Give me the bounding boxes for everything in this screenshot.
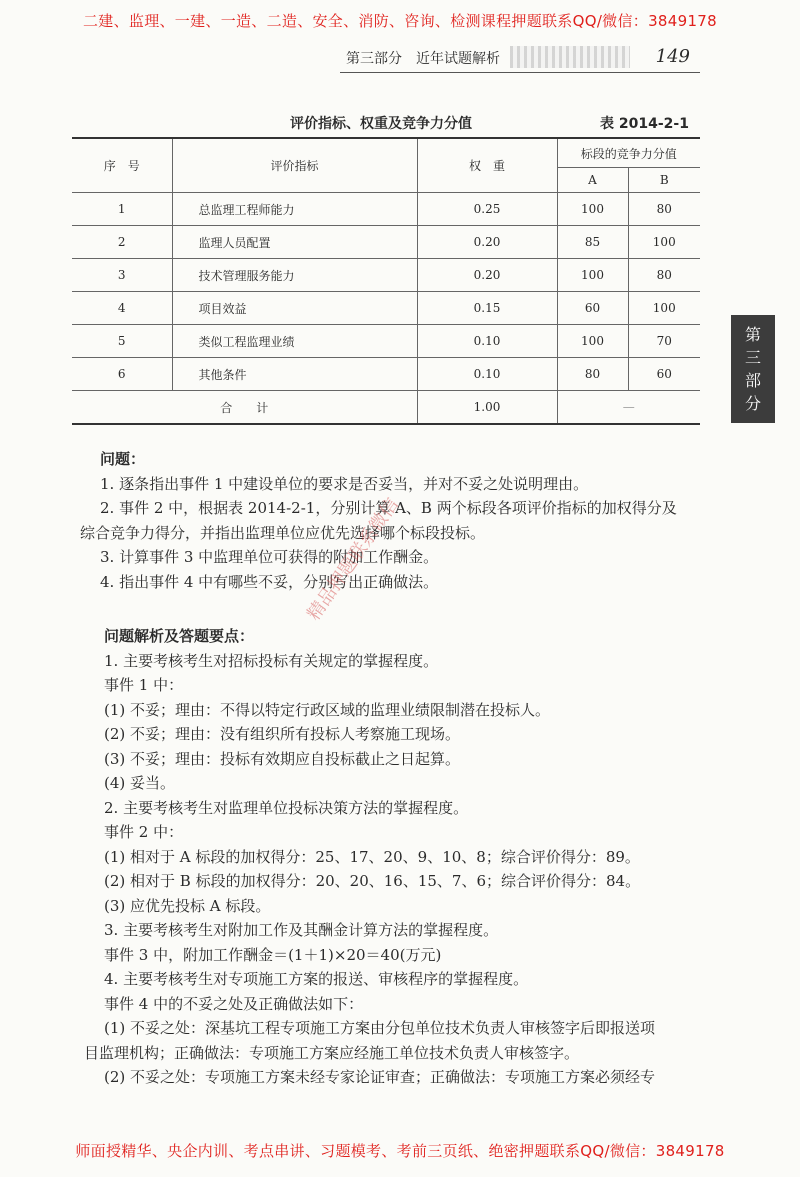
cell-b: 80 <box>628 259 700 292</box>
cell-a: 100 <box>557 259 628 292</box>
total-row <box>72 391 700 425</box>
answer-3-calc: 事件 3 中，附加工作酬金＝(1＋1)×20＝40(万元) <box>104 945 442 964</box>
answer-1-item: (3) 不妥；理由：投标有效期应自投标截止之日起算。 <box>104 749 461 768</box>
answer-2-event: 事件 2 中： <box>104 823 184 841</box>
cell-indicator: 项目效益 <box>172 292 417 325</box>
cell-b: 80 <box>628 193 700 226</box>
cell-no: 6 <box>72 358 172 391</box>
question-2-cont: 综合竞争力得分，并指出监理单位应优先选择哪个标段投标。 <box>80 523 486 542</box>
side-tab-char: 三 <box>744 348 761 367</box>
questions-heading: 问题： <box>100 450 146 468</box>
cell-no: 2 <box>72 226 172 259</box>
question-2: 2. 事件 2 中，根据表 2014-2-1，分别计算 A、B 两个标段各项评价指标的加权得分及 <box>100 499 677 517</box>
answer-3-intro: 3. 主要考核考生对附加工作及其酬金计算方法的掌握程度。 <box>104 921 499 939</box>
cell-a: 80 <box>557 358 628 391</box>
header-b: B <box>628 168 700 193</box>
question-1: 1. 逐条指出事件 1 中建设单位的要求是否妥当，并对不妥之处说明理由。 <box>100 474 589 493</box>
cell-weight: 0.25 <box>417 193 557 226</box>
side-tab-char: 部 <box>744 371 761 390</box>
answer-4-intro: 4. 主要考核考生对专项施工方案的报送、审核程序的掌握程度。 <box>104 970 529 988</box>
table-caption: 评价指标、权重及竞争力分值 <box>290 116 472 132</box>
cell-weight: 0.20 <box>417 226 557 259</box>
running-header <box>340 46 700 73</box>
answer-1-event: 事件 1 中： <box>104 676 184 694</box>
cell-b: 100 <box>628 292 700 325</box>
header-a: A <box>557 168 628 193</box>
answer-2-item: (3) 应优先投标 A 标段。 <box>104 896 271 915</box>
header-weight: 权 重 <box>417 138 557 193</box>
question-3: 3. 计算事件 3 中监理单位可获得的附加工作酬金。 <box>100 548 439 566</box>
table-row <box>72 259 700 292</box>
top-banner: 二建、监理、一建、一造、二造、安全、消防、咨询、检测课程押题联系QQ/微信：3849178 <box>83 12 717 30</box>
table-row <box>72 193 700 226</box>
cell-weight: 0.10 <box>417 325 557 358</box>
answer-2-item: (1) 相对于 A 标段的加权得分：25、17、20、9、10、8；综合评价得分：89。 <box>104 847 640 866</box>
total-weight: 1.00 <box>417 391 557 425</box>
cell-a: 100 <box>557 193 628 226</box>
cell-indicator: 技术管理服务能力 <box>172 259 417 292</box>
answer-2-intro: 2. 主要考核考生对监理单位投标决策方法的掌握程度。 <box>104 798 469 817</box>
table-row <box>72 358 700 391</box>
header-indicator: 评价指标 <box>172 138 417 193</box>
cell-weight: 0.15 <box>417 292 557 325</box>
header-score-group: 标段的竞争力分值 <box>557 138 700 168</box>
answer-1-intro: 1. 主要考核考生对招标投标有关规定的掌握程度。 <box>104 651 439 670</box>
questions-section <box>80 447 710 594</box>
watermark: 精品押题联系微信 <box>303 494 404 625</box>
section-title: 第三部分 近年试题解析 <box>346 51 500 67</box>
table-row <box>72 292 700 325</box>
cell-a: 85 <box>557 226 628 259</box>
cell-a: 100 <box>557 325 628 358</box>
cell-weight: 0.20 <box>417 259 557 292</box>
table-row <box>72 226 700 259</box>
answer-4-item-cont: 目监理机构；正确做法：专项施工方案应经施工单位技术负责人审核签字。 <box>84 1043 580 1062</box>
answer-4-item: (1) 不妥之处：深基坑工程专项施工方案由分包单位技术负责人审核签字后即报送项 <box>104 1019 656 1037</box>
cell-a: 60 <box>557 292 628 325</box>
side-tab-char: 分 <box>744 394 761 413</box>
table-row <box>72 325 700 358</box>
total-label: 合 计 <box>72 391 417 425</box>
cell-no: 5 <box>72 325 172 358</box>
cell-b: 70 <box>628 325 700 358</box>
cell-indicator: 类似工程监理业绩 <box>172 325 417 358</box>
answer-1-item: (2) 不妥；理由：没有组织所有投标人考察施工现场。 <box>104 725 461 743</box>
answer-4-event: 事件 4 中的不妥之处及正确做法如下： <box>104 994 364 1013</box>
cell-no: 3 <box>72 259 172 292</box>
cell-weight: 0.10 <box>417 358 557 391</box>
cell-b: 60 <box>628 358 700 391</box>
header-decoration <box>510 46 630 68</box>
side-tab-char: 第 <box>744 325 761 344</box>
cell-indicator: 其他条件 <box>172 358 417 391</box>
answer-4-item: (2) 不妥之处：专项施工方案未经专家论证审查；正确做法：专项施工方案必须经专 <box>104 1068 656 1086</box>
answers-section <box>84 624 714 1090</box>
answer-2-item: (2) 相对于 B 标段的加权得分：20、20、16、15、7、6；综合评价得分：84。 <box>104 872 641 890</box>
cell-b: 100 <box>628 226 700 259</box>
total-scores: — <box>557 391 700 425</box>
table-label: 表 2014-2-1 <box>600 116 689 132</box>
answer-1-item: (1) 不妥；理由：不得以特定行政区域的监理业绩限制潜在投标人。 <box>104 700 551 719</box>
cell-no: 4 <box>72 292 172 325</box>
cell-indicator: 总监理工程师能力 <box>172 193 417 226</box>
cell-no: 1 <box>72 193 172 226</box>
evaluation-table <box>72 137 700 425</box>
header-no: 序 号 <box>72 138 172 193</box>
answer-1-item: (4) 妥当。 <box>104 774 176 792</box>
cell-indicator: 监理人员配置 <box>172 226 417 259</box>
page-number: 149 <box>655 46 690 67</box>
answers-heading: 问题解析及答题要点： <box>104 627 255 645</box>
question-4: 4. 指出事件 4 中有哪些不妥，分别写出正确做法。 <box>100 572 439 591</box>
bottom-banner: 师面授精华、央企内训、考点串讲、习题模考、考前三页纸、绝密押题联系QQ/微信：3849178 <box>75 1142 725 1160</box>
section-side-tab <box>731 315 775 423</box>
